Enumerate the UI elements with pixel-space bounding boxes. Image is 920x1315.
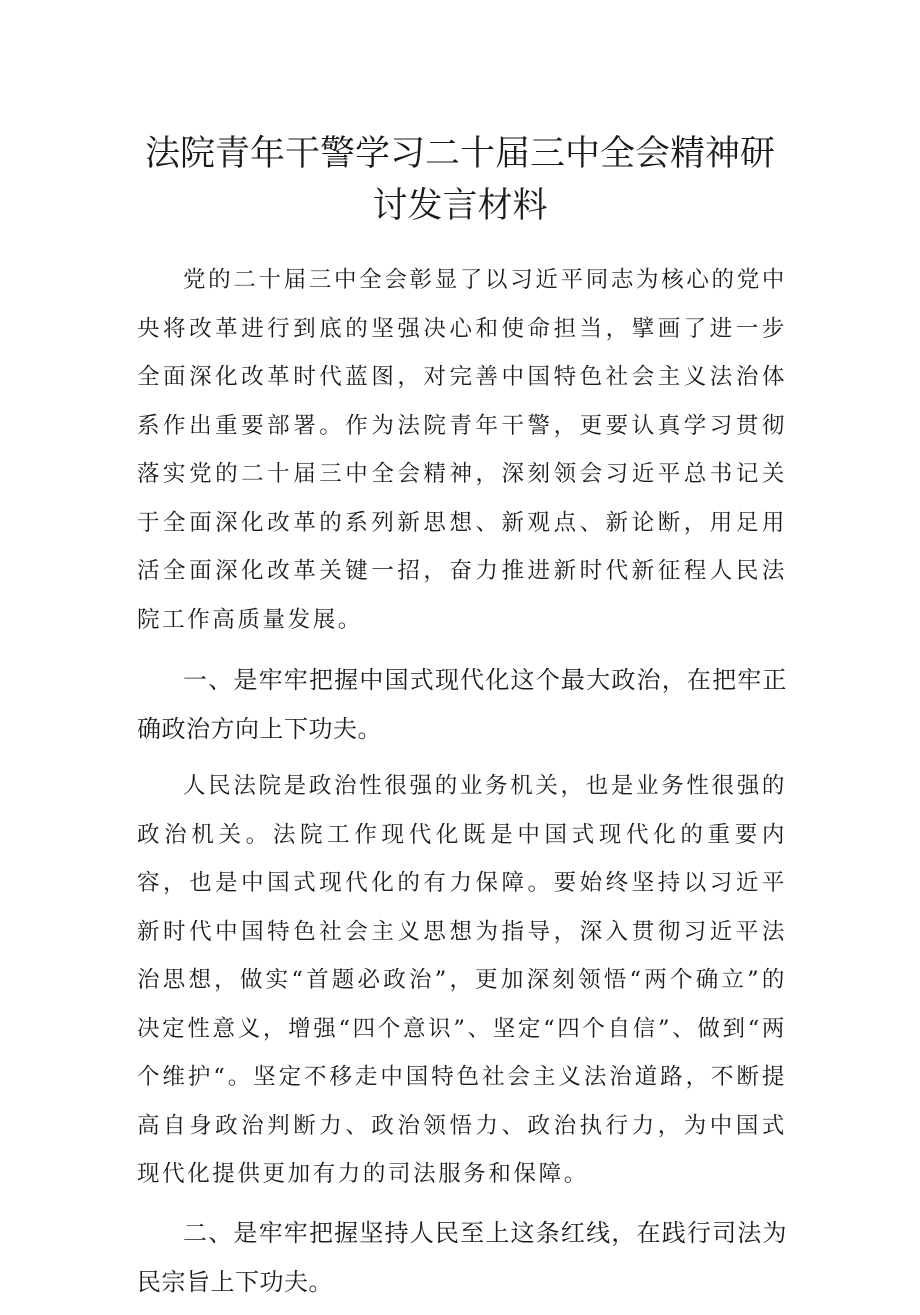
intro-paragraph: 党的二十届三中全会彰显了以习近平同志为核心的党中央将改革进行到底的坚强决心和使命担当，擘画了进一步全面深化改革时代蓝图，对完善中国特色社会主义法治体系作出重要部署。作为法院青年干警，更要认真学习贯彻落实党的二十届三中全会精神，深刻领会习近平总书记关于全面深化改革的系列新思想、新观点、新论断，用足用活全面深化改革关键一招，奋力推进新时代新征程人民法院工作高质量发展。 [137,267,787,633]
document-title [0,128,920,232]
title-line-1: 法院青年干警学习二十届三中全会精神研 [144,134,775,174]
title-line-2: 讨发言材料 [372,186,548,226]
section-heading-1: 一、是牢牢把握中国式现代化这个最大政治，在把牢正确政治方向上下功夫。 [137,666,787,743]
section-heading-2: 二、是牢牢把握坚持人民至上这条红线，在践行司法为民宗旨上下功夫。 [137,1218,787,1296]
section-1-paragraph: 人民法院是政治性很强的业务机关，也是业务性很强的政治机关。法院工作现代化既是中国式现代化的重要内容，也是中国式现代化的有力保障。要始终坚持以习近平新时代中国特色社会主义思想为指导，深入贯彻习近平法治思想，做实“首题必政治”，更加深刻领悟“两个确立”的决定性意义，增强“四个意识”、坚定“四个自信”、做到“两个维护“。坚定不移走中国特色社会主义法治道路，不断提高自身政治判断力、政治领悟力、政治执行力，为中国式现代化提供更加有力的司法服务和保障。 [137,773,787,1187]
document-body [137,256,787,1315]
